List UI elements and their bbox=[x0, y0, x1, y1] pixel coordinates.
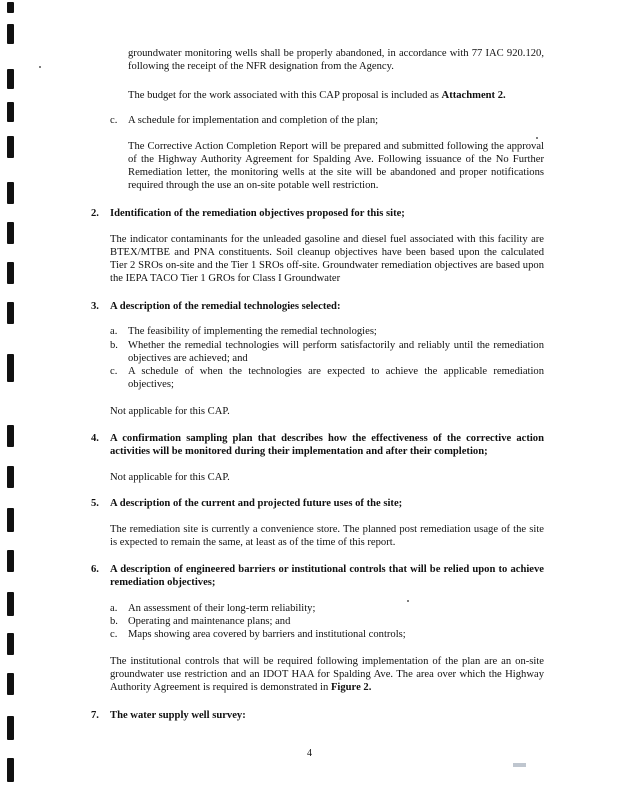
list-item bbox=[110, 615, 544, 629]
item-label: c. bbox=[110, 366, 118, 377]
binding-hole bbox=[7, 758, 14, 782]
section-body-text: The institutional controls that will be required following implementation of the plan are an on-site groundwater use restriction and an IDOT HAA for Spalding Ave. The area over which the Highway Authority Agreement is required is demonstrated in bbox=[110, 656, 544, 693]
list-item bbox=[110, 628, 544, 642]
continuation-paragraph: groundwater monitoring wells shall be properly abandoned, in accordance with 77 IAC 920.120, following the receipt of the NFR designation from the Agency. bbox=[128, 48, 544, 72]
item-text: Whether the remedial technologies will perform satisfactorily and reliably until the remediation objectives are achieved; and bbox=[128, 340, 544, 364]
section-number: 5. bbox=[91, 498, 99, 509]
scan-mark bbox=[513, 763, 526, 767]
binding-hole bbox=[7, 24, 14, 44]
section-body bbox=[110, 655, 544, 694]
item-label: a. bbox=[110, 603, 118, 614]
section-body: The remediation site is currently a convenience store. The planned post remediation usage of the site is expected to remain the same, at least as of the time of this report. bbox=[110, 524, 544, 548]
section-number: 3. bbox=[91, 301, 99, 312]
scan-speck bbox=[39, 66, 41, 68]
schedule-item bbox=[110, 114, 544, 128]
page-number: 4 bbox=[307, 748, 312, 759]
attachment-reference: Attachment 2. bbox=[441, 90, 506, 101]
scan-speck bbox=[536, 137, 538, 139]
section-body: Not applicable for this CAP. bbox=[110, 406, 230, 417]
item-text: Maps showing area covered by barriers and institutional controls; bbox=[128, 629, 406, 640]
section-heading: Identification of the remediation objectives proposed for this site; bbox=[110, 208, 405, 219]
section-heading: A confirmation sampling plan that describes how the effectiveness of the corrective action activities will be monitored during their implementation and after their completion; bbox=[110, 433, 544, 457]
section-heading: A description of engineered barriers or institutional controls that will be relied upon to achieve remediation objectives; bbox=[110, 564, 544, 588]
binding-hole bbox=[7, 262, 14, 284]
list-item bbox=[110, 339, 544, 367]
list-item bbox=[110, 325, 544, 339]
item-text: An assessment of their long-term reliability; bbox=[128, 603, 316, 614]
item-text: A schedule for implementation and completion of the plan; bbox=[128, 115, 379, 126]
section-number: 6. bbox=[91, 564, 99, 575]
list-item bbox=[110, 602, 544, 616]
item-label: c. bbox=[110, 629, 118, 640]
binding-hole bbox=[7, 466, 14, 488]
binding-hole bbox=[7, 102, 14, 122]
list-item bbox=[110, 365, 544, 393]
section-heading: A description of the remedial technologies selected: bbox=[110, 301, 341, 312]
section-body: Not applicable for this CAP. bbox=[110, 472, 230, 483]
figure-reference: Figure 2. bbox=[330, 682, 372, 693]
item-label: b. bbox=[110, 616, 118, 627]
binding-hole bbox=[7, 182, 14, 204]
section-number: 7. bbox=[91, 710, 99, 721]
binding-hole bbox=[7, 69, 14, 89]
section-heading: A description of the current and projected future uses of the site; bbox=[110, 498, 403, 509]
binding-hole bbox=[7, 550, 14, 572]
budget-text: The budget for the work associated with this CAP proposal is included as bbox=[128, 90, 442, 101]
item-label: c. bbox=[110, 115, 118, 126]
budget-paragraph bbox=[128, 89, 544, 102]
binding-hole bbox=[7, 425, 14, 447]
binding-holes-strip bbox=[0, 0, 20, 800]
section-number: 2. bbox=[91, 208, 99, 219]
binding-hole bbox=[7, 2, 14, 13]
binding-hole bbox=[7, 354, 14, 382]
binding-hole bbox=[7, 222, 14, 244]
item-text: Operating and maintenance plans; and bbox=[128, 616, 291, 627]
completion-paragraph: The Corrective Action Completion Report will be prepared and submitted following the approval of the Highway Authority Agreement for Spalding Ave. Following issuance of the No Further Remediation letter, the monitoring wells at the site will be abandoned and proper notifications required through the use an on-site potable well restriction. bbox=[128, 141, 544, 191]
item-text: A schedule of when the technologies are expected to achieve the applicable remediation objectives; bbox=[128, 366, 544, 390]
binding-hole bbox=[7, 633, 14, 655]
binding-hole bbox=[7, 508, 14, 532]
section-heading: The water supply well survey: bbox=[110, 710, 246, 721]
item-label: b. bbox=[110, 340, 118, 351]
binding-hole bbox=[7, 136, 14, 158]
binding-hole bbox=[7, 673, 14, 695]
binding-hole bbox=[7, 716, 14, 740]
item-label: a. bbox=[110, 326, 118, 337]
binding-hole bbox=[7, 302, 14, 324]
section-body: The indicator contaminants for the unleaded gasoline and diesel fuel associated with this facility are BTEX/MTBE and PNA constituents. Soil cleanup objectives have been based upon the calculated Tier 2 SROs on-site and the Tier 1 SROs off-site. Groundwater remediation objectives are based upon the IEPA TACO Tier 1 GROs for Class I Groundwater bbox=[110, 234, 544, 284]
section-number: 4. bbox=[91, 433, 99, 444]
binding-hole bbox=[7, 592, 14, 616]
item-text: The feasibility of implementing the remedial technologies; bbox=[128, 326, 377, 337]
